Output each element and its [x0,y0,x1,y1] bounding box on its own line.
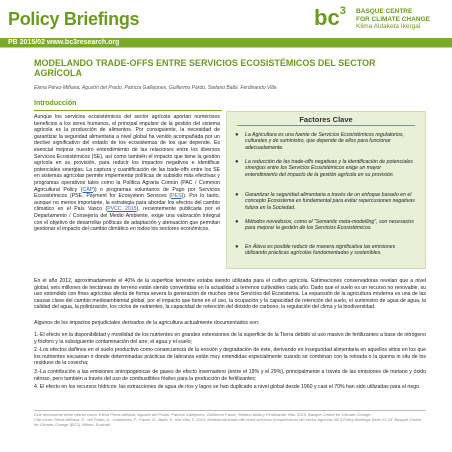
document-title: MODELANDO TRADE-OFFS ENTRE SERVICIOS ECOSISTÉMICOS DEL SECTOR AGRÍCOLA [34,58,376,78]
key-factor-text: En Álava es posible reducir de manera significativa las emisiones utilizando prácticas agrícolas fundamentadas y sostenibles. [245,244,396,257]
series-title: Policy Briefings [8,9,140,29]
key-factor-text: Métodos novedosos, como el "Semantic meta-modelling", son necesarios para mejorar la gestión de los Servicios Ecosistémicos. [245,219,414,232]
bullet-icon: ● [235,132,239,138]
intro-heading: Introducción [34,100,77,107]
bc3-logo [314,5,346,31]
key-factor-text: La reducción de las trade-offs negativas y la identificación de potenciales sinergias entre los Servicios Ecosistémicos exige un mayor entendimiento del impacto de la gestión agrícola en su provisión. [245,159,413,178]
key-factor-item [235,244,415,257]
org-name [356,8,430,31]
intro-text-2: )) o programas voluntarios de Pago por Servicios Ecosistémicos (PSE, Payment for Ecosystem Services ( [34,186,220,200]
key-factor-item [235,219,415,232]
bullet-icon: ● [235,159,239,165]
body-paragraph: 2.-Los efectos dañinos en el suelo productivo como consecuencia de la erosión y degradación de éste, derivando en inseguridad alimentaria en aquellos sitios en los que los nutrientes escasean o donde determinadas prácticas de labranza están muy extendidas especialmente cuando se combinan con la retirada o la quema in situ de los residuos de la cosecha; [34,347,426,367]
section-divider [34,110,222,111]
bullet-icon: ● [235,219,239,225]
intro-text-3: )). Por lo tanto, aunque no menos importante, la estrategia para abordar los efectos del cambio climático en el País Vasco ( [34,193,221,213]
org-line-3: Klima Aldaketa Ikergai [356,23,421,30]
body-paragraph: Algunos de los impactos perjudiciales derivados de la agricultura actualmente documentados son: [34,320,260,326]
body-paragraph: En el año 2012, aproximadamente el 40% de la superficie terrestre estaba siendo utilizada para el cultivo agrícola. Estimaciones conservadoras revelan que a nivel global, seis millones de hectáreas de terreno están siendo convertidas en la actualidad a terrenos cultivables cada año. Dado que el suelo es un recurso no renovable, su uso extendido con fines agrícolas afecta de forma severa la generación de muchos otros Servicios del Ecosistema. La expansión de la agricultura moderna es una de las causas clave del cambio medioambiental global, por el impacto que tiene en el uso, la ocupación y la capacidad de retención del suelo, el suministro de agua de agua, la calidad del agua, la polinización, los ciclos de nutrientes, la capacidad de retención del dióxido de carbono, la regulación del clima y la biodiversidad. [34,278,426,311]
key-factor-item [235,192,415,211]
citation-footer [34,412,426,427]
key-factors-box [226,111,426,269]
org-line-2: FOR CLIMATE CHANGE [356,15,430,23]
body-paragraph: 4. El efecto en los recursos hídricos: las extracciones de agua de ríos y lagos se han duplicado a nivel global desde 1960 y casi el 70% han sido utilizadas para el riego. [34,384,421,390]
body-paragraph: 3.-La contribución a las emisiones antropogénicas de gases de efecto invernadero (entre el 19% y el 29%), principalmente a través de las emisiones de metano y óxido nitroso, pero también a través del uso de combustibles fósiles para la producción de fertilizantes; [34,369,426,382]
citation-line-1: Este documento debe citarse como: Elena Pérez-Miñana, Agustín del Prado, Patricia Gallejones, Guillermo Pardo, Stefano Balbi y Ferdinando Villa. 2015. Basque Centre for Climate Change. [34,412,372,417]
intro-text-1: Aunque los servicios ecosistémicos del sector agrícola aportan numerosos beneficios a los seres humanos, el principal impulsor de la gestión del sistema agrícola es la producción de alimentos. Por consiguiente, la necesidad de garantizar la seguridad alimentaria a nivel global ha venido acompañada por un declive significativo del estado de los ecosistemas de los que depende. Es esencial mejorar nuestro entendimiento de las relaciones entre los diversos Servicios Ecosistémicos (SE), así como también el impacto que tiene la gestión agrícola en su provisión, para reducir los impactos negativos e identificar potenciales sinergias. La captura y cuantificación de las trade-offs entre los SE en sistemas agrícolas permite implementar políticas de subsidio más efectivas y programas operativos tales como la Política Agraria Común (PAC / Common Agricultural Policy ( [34,114,220,193]
bc3-logo-sup: 3 [339,4,346,17]
intro-paragraph [34,114,220,233]
authors: Elena Pérez-Miñana, Agustín del Prado, Patricia Gallejones, Guillermo Pardo, Stefano Balbi, Ferdinando Villa [34,85,277,91]
pes-link[interactable]: PES [171,193,182,200]
key-factors-title: Factores Clave [299,115,353,124]
key-factor-text: La Agricultura es una fuente de Servicios Ecosistémicos regulatorios, culturales y de suministro, que depende de ellos para funcionar adecuadamente. [245,132,404,151]
body-paragraph: 1.-El efecto en la disponibilidad y movilidad de los nutrientes en grandes extensiones de la superficie de la Tierra debido al uso masivo de fertilizantes a base de nitrógeno y fósforo y la subsiguiente contaminación del aire, el agua y el suelo; [34,332,426,345]
bullet-icon: ● [235,244,239,250]
cap-link[interactable]: CAP [82,186,94,193]
bc3-logo-mark: bc [314,5,340,30]
footer-divider [34,410,426,411]
divider [0,47,452,48]
citation-line-2: Cite como: Pérez-Miñana, E., del Prado, A., Gallejones, P., Pardo, G., Balbi, S. and Villa, F. 2015. Modelando trade-offs entre servicios ecosistémicos del sector agrícola. BC3 Policy Briefings Serie 02-15. Basque Centre for Climate Change (BC3). Bilbao, Euskadi. [34,417,422,427]
bullet-icon: ● [235,192,239,198]
key-factors-divider [237,125,415,126]
org-line-1: BASQUE CENTRE [356,8,413,15]
key-factor-text: Garantizar la seguridad alimentaria a través de un enfoque basado en el concepto Ecosistema es fundamental para evitar repercusiones negativas futura en la Sociedad. [245,192,415,211]
brief-id-link[interactable]: PB 2015/02 www.bc3research.org [8,39,120,46]
intro-text-4: ), recientemente publicada por el Departamento / Consejería del Medio Ambiente, exige una valoración integral con el objetivo de desarrollar políticas de adaptación y atenuación que permitan gestionar el impacto del cambio climático en todos los sectores económicos. [34,206,220,233]
key-factor-item [235,159,415,178]
pvcc-link[interactable]: PVCC 2015 [107,206,137,213]
key-factor-item [235,132,415,151]
